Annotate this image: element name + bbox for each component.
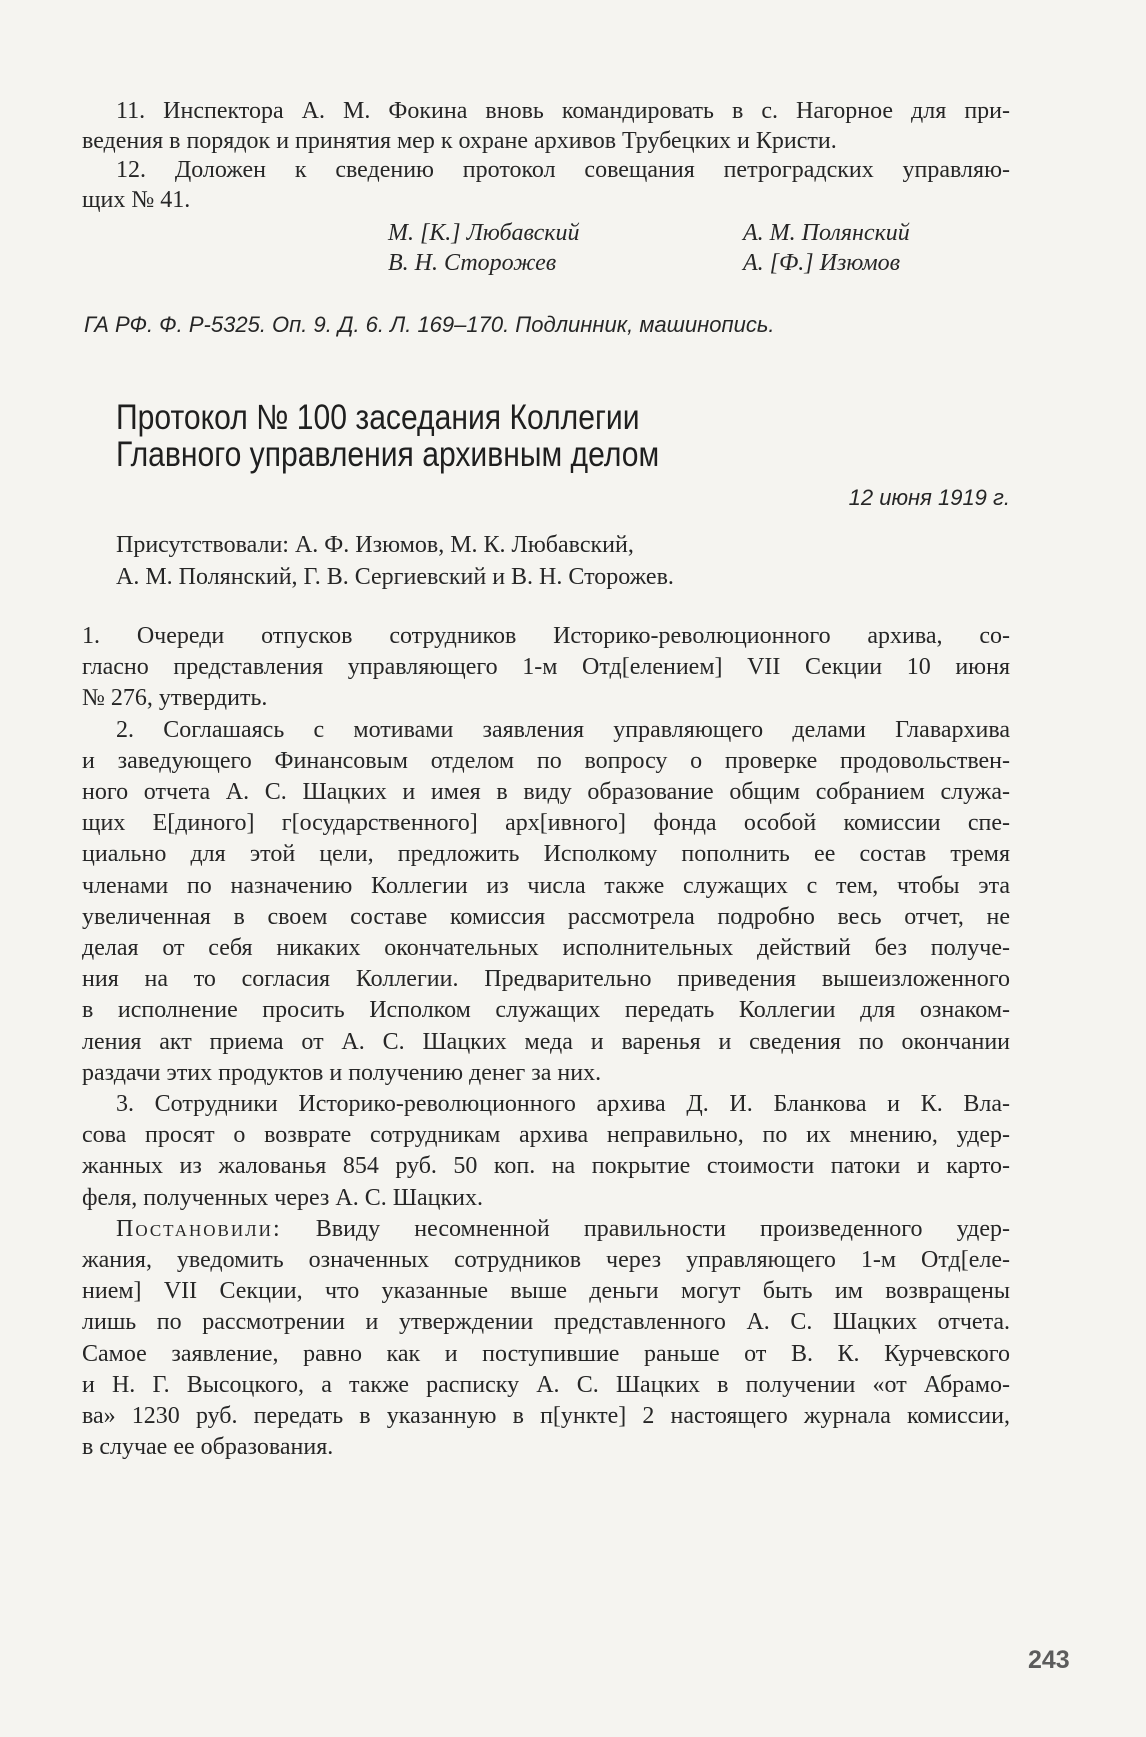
item-12-line: 12. Доложен к сведению протокол совещания петроградских управляю- <box>116 157 1010 183</box>
item-2-line: раздачи этих продуктов и получению денег за них. <box>82 1059 602 1086</box>
previous-document-items <box>82 97 1010 215</box>
protocol-title-line: Главного управления архивным делом <box>116 435 660 474</box>
resolution-first-line-text: Ввиду несомненной правильности произведенного удер- <box>315 1215 1010 1242</box>
signatures <box>0 219 1146 278</box>
item-2-line: делая от себя никаких окончательных исполнительных действий без получе- <box>82 935 1010 962</box>
protocol-title <box>116 399 659 473</box>
item-1-line: 1. Очереди отпусков сотрудников Историко-революционного архива, со- <box>82 623 1010 649</box>
resolution-first-line <box>82 1214 1010 1245</box>
resolution-line: нием] VII Секции, что указанные выше деньги могут быть им возвращены <box>82 1278 1010 1305</box>
item-2-line: и заведующего Финансовым отделом по вопросу о проверке продовольствен- <box>82 747 1010 774</box>
protocol-date: 12 июня 1919 г. <box>848 485 1010 510</box>
item-2-line: ления акт приема от А. С. Шацких меда и варенья и сведения по окончании <box>82 1028 1010 1055</box>
attendees-line: Присутствовали: А. Ф. Изюмов, М. К. Любавский, <box>116 532 634 558</box>
item-2-line: ния на то согласия Коллегии. Предварительно приведения вышеизложенного <box>82 966 1010 993</box>
page-number: 243 <box>1028 1646 1070 1674</box>
signature-row <box>0 249 1146 279</box>
signature: В. Н. Сторожев <box>388 249 557 276</box>
item-1-line: гласно представления управляющего 1-м Отд[елением] VII Секции 10 июня <box>82 654 1010 681</box>
item-11-line: 11. Инспектора А. М. Фокина вновь командировать в с. Нагорное для при- <box>116 98 1010 124</box>
resolution-line: ва» 1230 руб. передать в указанную в п[ункте] 2 настоящего журнала комиссии, <box>82 1403 1010 1430</box>
signature: А. [Ф.] Изюмов <box>743 249 901 276</box>
attendees-line: А. М. Полянский, Г. В. Сергиевский и В. Н. Сторожев. <box>116 564 674 590</box>
item-2-line: циально для этой цели, предложить Исполкому пополнить ее состав тремя <box>82 841 1010 868</box>
attendees <box>116 529 674 593</box>
item-2-line: щих Е[диного] г[осударственного] арх[ивного] фонда особой комиссии спе- <box>82 810 1010 837</box>
resolution-line: жания, уведомить означенных сотрудников через управляющего 1-м Отд[еле- <box>82 1247 1010 1274</box>
protocol-body <box>82 621 1010 1463</box>
archive-reference: ГА РФ. Ф. Р-5325. Оп. 9. Д. 6. Л. 169–170. Подлинник, машинопись. <box>84 312 775 337</box>
item-12-line: щих № 41. <box>82 186 191 213</box>
item-3-line: феля, полученных через А. С. Шацких. <box>82 1184 483 1211</box>
signature: М. [К.] Любавский <box>388 220 580 246</box>
resolution-line: и Н. Г. Высоцкого, а также расписку А. С. Шацких в получении «от Абрамо- <box>82 1371 1010 1398</box>
resolution-label: Постановили: <box>116 1215 282 1242</box>
resolution-line: в случае ее образования. <box>82 1434 334 1461</box>
item-3-line: жанных из жалованья 854 руб. 50 коп. на покрытие стоимости патоки и карто- <box>82 1153 1010 1180</box>
item-3-line: сова просят о возврате сотрудникам архива неправильно, по их мнению, удер- <box>82 1122 1010 1149</box>
item-2-line: членами по назначению Коллегии из числа также служащих с тем, чтобы эта <box>82 872 1010 899</box>
item-1-line: № 276, утвердить. <box>82 685 268 712</box>
item-2-line: увеличенная в своем составе комиссия рассмотрела подробно весь отчет, не <box>82 903 1010 930</box>
item-2-line: в исполнение просить Исполком служащих передать Коллегии для ознаком- <box>82 997 1010 1024</box>
protocol-title-line: Протокол № 100 заседания Коллегии <box>116 398 640 437</box>
item-2-line: 2. Соглашаясь с мотивами заявления управляющего делами Главархива <box>116 716 1010 743</box>
resolution-line: Самое заявление, равно как и поступившие раньше от В. К. Курчевского <box>82 1340 1010 1367</box>
item-2-line: ного отчета А. С. Шацких и имея в виду образование общим собранием служа- <box>82 779 1010 806</box>
item-11-line: ведения в порядок и принятия мер к охране архивов Трубецких и Кристи. <box>82 127 837 154</box>
item-3-line: 3. Сотрудники Историко-революционного архива Д. И. Бланкова и К. Вла- <box>116 1091 1010 1118</box>
signature: А. М. Полянский <box>743 220 910 246</box>
signature-row <box>0 219 1146 249</box>
resolution-line: лишь по рассмотрении и утверждении представленного А. С. Шацких отчета. <box>82 1309 1010 1336</box>
